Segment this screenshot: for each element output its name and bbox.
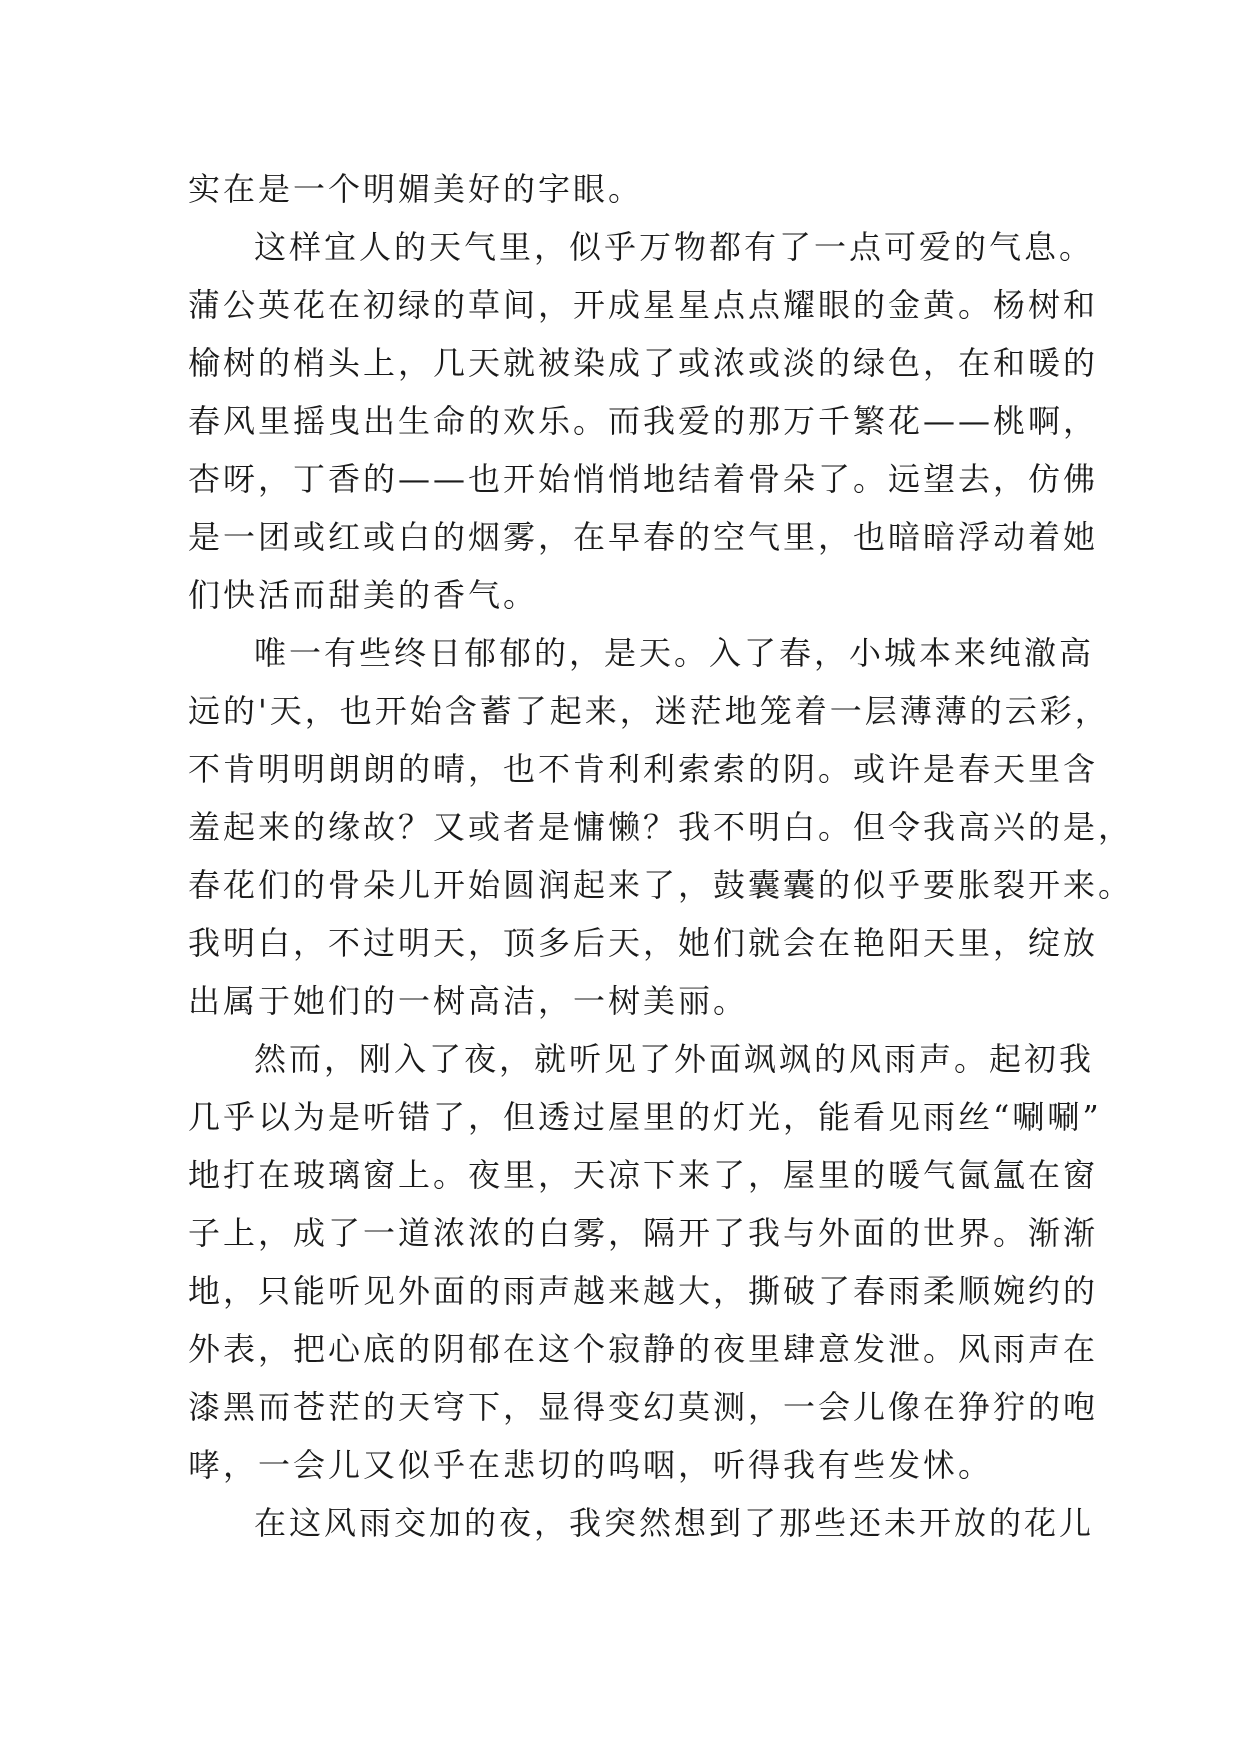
text-line: 羞起来的缘故？又或者是慵懒？我不明白。但令我高兴的是， [188,808,1134,846]
text-line: 漆黑而苍茫的天穹下，显得变幻莫测，一会儿像在狰狞的咆 [188,1388,1099,1426]
text-line: 是一团或红或白的烟雾，在早春的空气里，也暗暗浮动着她 [188,518,1099,556]
text-line: 们快活而甜美的香气。 [188,576,539,614]
text-line: 外表，把心底的阴郁在这个寂静的夜里肆意发泄。风雨声在 [188,1330,1099,1368]
essay-text [188,160,1134,1552]
text-line: 地，只能听见外面的雨声越来越大，撕破了春雨柔顺婉约的 [188,1272,1099,1310]
text-line: 远的'天，也开始含蓄了起来，迷茫地笼着一层薄薄的云彩， [188,692,1110,730]
text-line: 这样宜人的天气里，似乎万物都有了一点可爱的气息。 [254,228,1095,266]
text-line: 几乎以为是听错了，但透过屋里的灯光，能看见雨丝“唰唰” [188,1098,1102,1136]
text-line: 榆树的梢头上，几天就被染成了或浓或淡的绿色，在和暖的 [188,344,1099,382]
text-line: 出属于她们的一树高洁，一树美丽。 [188,982,749,1020]
text-line: 春花们的骨朵儿开始圆润起来了，鼓囊囊的似乎要胀裂开来。 [188,866,1134,904]
text-line: 杏呀，丁香的——也开始悄悄地结着骨朵了。远望去，仿佛 [188,460,1099,498]
text-line: 实在是一个明媚美好的字眼。 [188,170,644,208]
text-line: 子上，成了一道浓浓的白雾，隔开了我与外面的世界。渐渐 [188,1214,1099,1252]
text-line: 在这风雨交加的夜，我突然想到了那些还未开放的花儿 [254,1504,1095,1542]
text-line: 我明白，不过明天，顶多后天，她们就会在艳阳天里，绽放 [188,924,1099,962]
text-line: 不肯明明朗朗的晴，也不肯利利索索的阴。或许是春天里含 [188,750,1099,788]
text-line: 然而，刚入了夜，就听见了外面飒飒的风雨声。起初我 [254,1040,1095,1078]
text-line: 蒲公英花在初绿的草间，开成星星点点耀眼的金黄。杨树和 [188,286,1099,324]
text-line: 春风里摇曳出生命的欢乐。而我爱的那万千繁花——桃啊， [188,402,1099,440]
text-line: 哮，一会儿又似乎在悲切的呜咽，听得我有些发怵。 [188,1446,994,1484]
text-line: 地打在玻璃窗上。夜里，天凉下来了，屋里的暖气氤氲在窗 [188,1156,1099,1194]
text-line: 唯一有些终日郁郁的，是天。入了春，小城本来纯澈高 [254,634,1095,672]
